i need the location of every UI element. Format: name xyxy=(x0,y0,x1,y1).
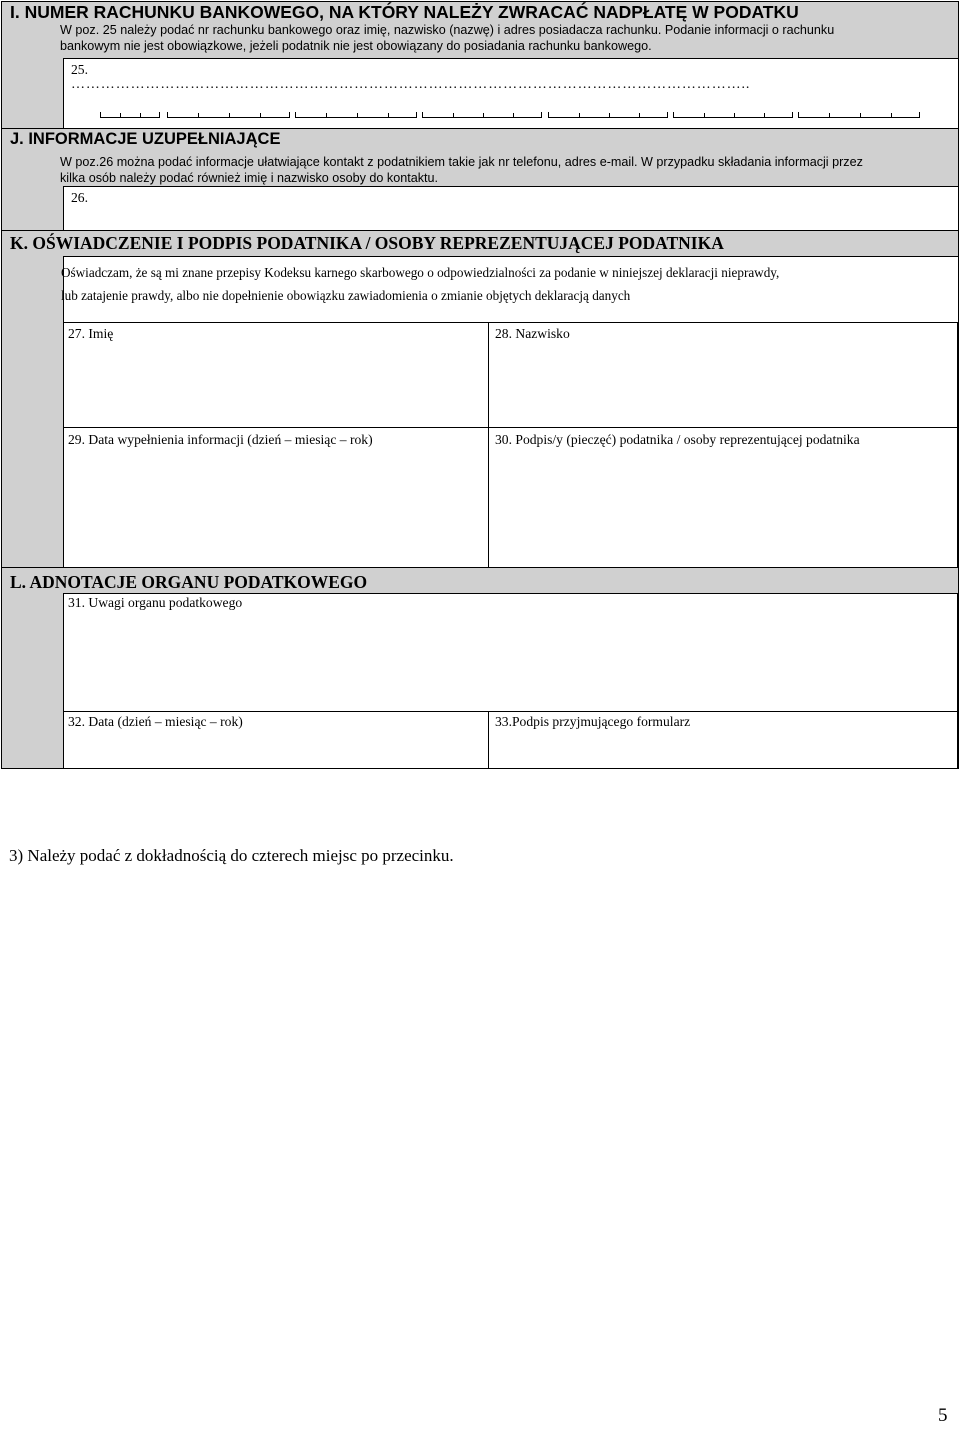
page-number: 5 xyxy=(938,1405,948,1426)
statement-line2: lub zatajenie prawdy, albo nie dopełnienie obowiązku zawiadomienia o zmianie objętych deklaracją danych xyxy=(61,288,631,303)
statement-line1: Oświadczam, że są mi znane przepisy Kodeksu karnego skarbowego o odpowiedzialności za podanie w niniejszej deklaracji nieprawdy, xyxy=(61,265,780,280)
field-29-fill-date[interactable] xyxy=(63,427,489,568)
section-j-instructions-line1: W poz.26 można podać informacje ułatwiające kontakt z podatnikiem takie jak nr telefonu, adres e-mail. W przypadku składania informacji przez xyxy=(60,155,863,169)
field-25-dotted-line: ……………………………………………………………………………………………………………………….. xyxy=(71,77,751,92)
account-digit-boxes xyxy=(100,112,960,120)
field-27-label: 27. Imię xyxy=(68,326,114,341)
section-k-statement-box xyxy=(63,256,958,322)
section-k-title: K. OŚWIADCZENIE I PODPIS PODATNIKA / OSOBY REPREZENTUJĄCEJ PODATNIKA xyxy=(10,233,724,253)
field-31-label: 31. Uwagi organu podatkowego xyxy=(68,595,243,610)
field-25-bank-account[interactable] xyxy=(63,58,958,128)
section-l-title: L. ADNOTACJE ORGANU PODATKOWEGO xyxy=(10,572,368,592)
field-31-office-notes[interactable] xyxy=(63,593,958,712)
digit-group-5 xyxy=(548,112,668,118)
field-27-first-name[interactable] xyxy=(63,322,489,428)
field-33-receiver-signature[interactable] xyxy=(488,711,958,769)
field-26-contact-info[interactable] xyxy=(63,186,958,230)
digit-group-7 xyxy=(798,112,920,118)
section-j-instructions-line2: kilka osób należy podać również imię i nazwisko osoby do kontaktu. xyxy=(60,171,439,185)
field-29-label: 29. Data wypełnienia informacji (dzień – miesiąc – rok) xyxy=(68,432,373,447)
field-33-label: 33.Podpis przyjmującego formularz xyxy=(495,714,691,729)
section-i-instructions-line1: W poz. 25 należy podać nr rachunku bankowego oraz imię, nazwisko (nazwę) i adres posiadacza rachunku. Podanie informacji o rachunku xyxy=(60,23,835,37)
field-28-last-name[interactable] xyxy=(488,322,958,428)
digit-group-4 xyxy=(422,112,542,118)
field-32-label: 32. Data (dzień – miesiąc – rok) xyxy=(68,714,243,729)
field-30-signature[interactable] xyxy=(488,427,958,568)
field-28-label: 28. Nazwisko xyxy=(495,326,570,341)
digit-group-3 xyxy=(295,112,417,118)
section-i-title: I. NUMER RACHUNKU BANKOWEGO, NA KTÓRY NALEŻY ZWRACAĆ NADPŁATĘ W PODATKU xyxy=(10,2,799,22)
digit-group-2 xyxy=(167,112,290,118)
section-i-instructions xyxy=(60,22,950,54)
field-26-label: 26. xyxy=(71,190,88,205)
section-j-title: J. INFORMACJE UZUPEŁNIAJĄCE xyxy=(10,130,281,148)
section-i-instructions-line2: bankowym nie jest obowiązkowe, jeżeli podatnik nie jest obowiązany do posiadania rachunku bankowego. xyxy=(60,39,652,53)
section-k-statement xyxy=(61,261,951,307)
field-32-date[interactable] xyxy=(63,711,489,769)
section-j-instructions xyxy=(60,154,955,186)
digit-group-6 xyxy=(673,112,793,118)
footnote: 3) Należy podać z dokładnością do czterech miejsc po przecinku. xyxy=(9,846,454,865)
digit-group-1 xyxy=(100,112,160,118)
field-25-label: 25. xyxy=(71,62,88,77)
field-30-label: 30. Podpis/y (pieczęć) podatnika / osoby reprezentującej podatnika xyxy=(495,432,860,447)
